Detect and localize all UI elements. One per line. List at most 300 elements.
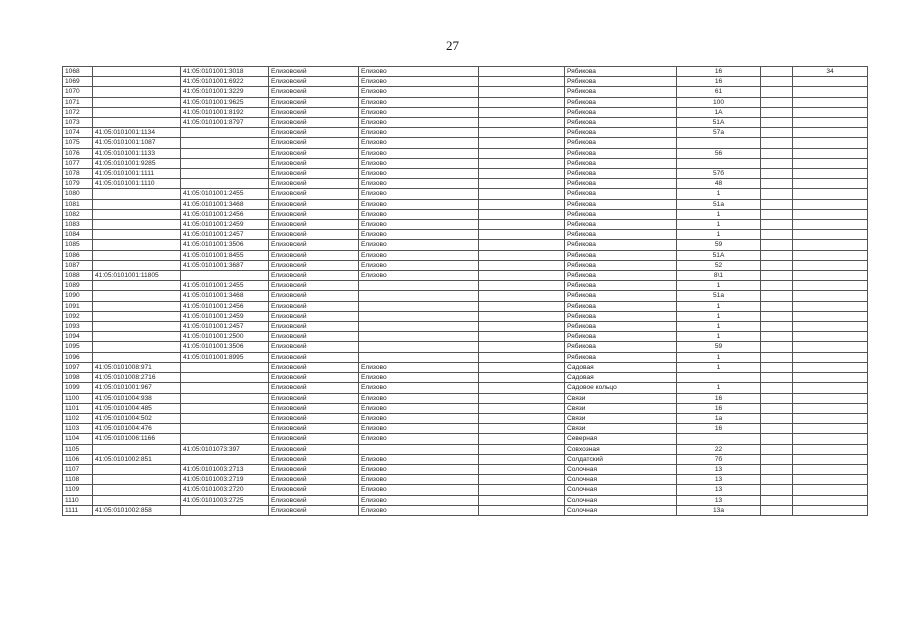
table-row	[63, 434, 868, 444]
cadastral-number-2	[181, 148, 269, 158]
table-row	[63, 322, 868, 332]
empty-cell	[761, 342, 793, 352]
district-cell: Елизовский	[269, 118, 359, 128]
empty-cell	[761, 413, 793, 423]
cadastral-number-2: 41:05:0101001:9625	[181, 97, 269, 107]
extra-value-cell	[793, 424, 868, 434]
empty-cell	[761, 393, 793, 403]
table-row	[63, 281, 868, 291]
cadastral-number-2: 41:05:0101001:2457	[181, 322, 269, 332]
district-cell: Елизовский	[269, 352, 359, 362]
house-number-cell: 13а	[677, 505, 761, 515]
extra-value-cell: 34	[793, 67, 868, 77]
empty-cell	[479, 505, 565, 515]
extra-value-cell	[793, 464, 868, 474]
empty-cell	[479, 271, 565, 281]
empty-cell	[761, 128, 793, 138]
city-cell	[359, 352, 479, 362]
district-cell: Елизовский	[269, 220, 359, 230]
empty-cell	[761, 230, 793, 240]
district-cell: Елизовский	[269, 332, 359, 342]
cadastral-number-1	[93, 220, 181, 230]
district-cell: Елизовский	[269, 413, 359, 423]
street-cell: Рябикова	[565, 230, 677, 240]
district-cell: Елизовский	[269, 403, 359, 413]
extra-value-cell	[793, 158, 868, 168]
city-cell: Елизово	[359, 454, 479, 464]
empty-cell	[761, 332, 793, 342]
city-cell: Елизово	[359, 271, 479, 281]
empty-cell	[479, 322, 565, 332]
row-number: 1085	[63, 240, 93, 250]
city-cell: Елизово	[359, 424, 479, 434]
cadastral-number-2	[181, 169, 269, 179]
district-cell: Елизовский	[269, 107, 359, 117]
house-number-cell: 1	[677, 383, 761, 393]
empty-cell	[479, 67, 565, 77]
house-number-cell: 16	[677, 403, 761, 413]
cadastral-number-2: 41:05:0101003:2720	[181, 485, 269, 495]
table-row	[63, 97, 868, 107]
table-row	[63, 260, 868, 270]
empty-cell	[761, 271, 793, 281]
district-cell: Елизовский	[269, 383, 359, 393]
row-number: 1097	[63, 362, 93, 372]
empty-cell	[761, 118, 793, 128]
city-cell: Елизово	[359, 464, 479, 474]
city-cell: Елизово	[359, 169, 479, 179]
district-cell: Елизовский	[269, 199, 359, 209]
row-number: 1091	[63, 301, 93, 311]
street-cell: Рябикова	[565, 322, 677, 332]
empty-cell	[479, 444, 565, 454]
empty-cell	[479, 169, 565, 179]
row-number: 1076	[63, 148, 93, 158]
extra-value-cell	[793, 495, 868, 505]
house-number-cell: 1а	[677, 413, 761, 423]
extra-value-cell	[793, 485, 868, 495]
row-number: 1074	[63, 128, 93, 138]
row-number: 1099	[63, 383, 93, 393]
extra-value-cell	[793, 311, 868, 321]
row-number: 1111	[63, 505, 93, 515]
street-cell: Садовое кольцо	[565, 383, 677, 393]
table-row	[63, 424, 868, 434]
street-cell: Солочная	[565, 505, 677, 515]
street-cell: Рябикова	[565, 138, 677, 148]
table-row	[63, 444, 868, 454]
empty-cell	[761, 189, 793, 199]
house-number-cell: 1	[677, 332, 761, 342]
cadastral-number-1	[93, 97, 181, 107]
cadastral-number-2	[181, 403, 269, 413]
cadastral-number-1	[93, 332, 181, 342]
street-cell: Рябикова	[565, 220, 677, 230]
extra-value-cell	[793, 454, 868, 464]
table-row	[63, 230, 868, 240]
empty-cell	[761, 475, 793, 485]
house-number-cell: 1	[677, 230, 761, 240]
street-cell: Связи	[565, 424, 677, 434]
house-number-cell: 57б	[677, 169, 761, 179]
house-number-cell: 59	[677, 240, 761, 250]
cadastral-number-1	[93, 189, 181, 199]
extra-value-cell	[793, 403, 868, 413]
district-cell: Елизовский	[269, 87, 359, 97]
empty-cell	[479, 485, 565, 495]
empty-cell	[479, 475, 565, 485]
city-cell: Елизово	[359, 128, 479, 138]
street-cell: Рябикова	[565, 281, 677, 291]
district-cell: Елизовский	[269, 67, 359, 77]
extra-value-cell	[793, 434, 868, 444]
empty-cell	[761, 179, 793, 189]
row-number: 1108	[63, 475, 93, 485]
district-cell: Елизовский	[269, 424, 359, 434]
street-cell: Рябикова	[565, 67, 677, 77]
empty-cell	[761, 373, 793, 383]
empty-cell	[761, 281, 793, 291]
house-number-cell: 13	[677, 475, 761, 485]
extra-value-cell	[793, 291, 868, 301]
cadastral-number-1	[93, 67, 181, 77]
empty-cell	[479, 77, 565, 87]
cadastral-number-2: 41:05:0101001:3468	[181, 291, 269, 301]
cadastral-number-2: 41:05:0101001:6922	[181, 77, 269, 87]
table-row	[63, 362, 868, 372]
cadastral-number-1	[93, 444, 181, 454]
row-number: 1092	[63, 311, 93, 321]
table-row	[63, 373, 868, 383]
house-number-cell: 1	[677, 352, 761, 362]
empty-cell	[479, 342, 565, 352]
empty-cell	[479, 434, 565, 444]
district-cell: Елизовский	[269, 505, 359, 515]
street-cell: Связи	[565, 403, 677, 413]
house-number-cell: 48	[677, 179, 761, 189]
street-cell: Рябикова	[565, 107, 677, 117]
house-number-cell: 8\1	[677, 271, 761, 281]
cadastral-number-2: 41:05:0101001:8455	[181, 250, 269, 260]
house-number-cell: 51А	[677, 118, 761, 128]
cadastral-number-1	[93, 107, 181, 117]
cadastral-number-1	[93, 77, 181, 87]
cadastral-number-2: 41:05:0101001:8995	[181, 352, 269, 362]
empty-cell	[479, 209, 565, 219]
extra-value-cell	[793, 199, 868, 209]
district-cell: Елизовский	[269, 97, 359, 107]
table-row	[63, 485, 868, 495]
table-row	[63, 128, 868, 138]
city-cell: Елизово	[359, 373, 479, 383]
street-cell: Солочная	[565, 485, 677, 495]
cadastral-number-2	[181, 413, 269, 423]
table-row	[63, 403, 868, 413]
extra-value-cell	[793, 444, 868, 454]
district-cell: Елизовский	[269, 189, 359, 199]
extra-value-cell	[793, 301, 868, 311]
cadastral-number-1: 41:05:0101001:9285	[93, 158, 181, 168]
city-cell: Елизово	[359, 220, 479, 230]
cadastral-number-1	[93, 311, 181, 321]
cadastral-number-1: 41:05:0101001:1133	[93, 148, 181, 158]
cadastral-number-1: 41:05:0101001:1087	[93, 138, 181, 148]
table-row	[63, 342, 868, 352]
house-number-cell: 1	[677, 311, 761, 321]
extra-value-cell	[793, 250, 868, 260]
district-cell: Елизовский	[269, 169, 359, 179]
house-number-cell: 100	[677, 97, 761, 107]
city-cell: Елизово	[359, 434, 479, 444]
district-cell: Елизовский	[269, 322, 359, 332]
extra-value-cell	[793, 87, 868, 97]
cadastral-number-1: 41:05:0101004:938	[93, 393, 181, 403]
row-number: 1068	[63, 67, 93, 77]
empty-cell	[761, 352, 793, 362]
city-cell	[359, 301, 479, 311]
empty-cell	[479, 97, 565, 107]
street-cell: Рябикова	[565, 301, 677, 311]
cadastral-number-1	[93, 322, 181, 332]
cadastral-number-1	[93, 209, 181, 219]
row-number: 1083	[63, 220, 93, 230]
city-cell: Елизово	[359, 209, 479, 219]
city-cell	[359, 311, 479, 321]
table-row	[63, 495, 868, 505]
table-row	[63, 209, 868, 219]
city-cell	[359, 322, 479, 332]
table-row	[63, 352, 868, 362]
city-cell: Елизово	[359, 67, 479, 77]
cadastral-number-2: 41:05:0101001:8797	[181, 118, 269, 128]
cadastral-number-1: 41:05:0101001:1110	[93, 179, 181, 189]
extra-value-cell	[793, 373, 868, 383]
cadastral-number-2	[181, 179, 269, 189]
city-cell: Елизово	[359, 505, 479, 515]
empty-cell	[479, 383, 565, 393]
house-number-cell: 13	[677, 485, 761, 495]
empty-cell	[479, 107, 565, 117]
table-row	[63, 332, 868, 342]
row-number: 1094	[63, 332, 93, 342]
street-cell: Рябикова	[565, 199, 677, 209]
cadastral-number-2: 41:05:0101001:2500	[181, 332, 269, 342]
city-cell: Елизово	[359, 189, 479, 199]
extra-value-cell	[793, 342, 868, 352]
row-number: 1078	[63, 169, 93, 179]
district-cell: Елизовский	[269, 291, 359, 301]
extra-value-cell	[793, 271, 868, 281]
extra-value-cell	[793, 97, 868, 107]
street-cell: Рябикова	[565, 179, 677, 189]
cadastral-number-2	[181, 454, 269, 464]
district-cell: Елизовский	[269, 454, 359, 464]
table-row	[63, 67, 868, 77]
empty-cell	[761, 107, 793, 117]
row-number: 1082	[63, 209, 93, 219]
street-cell: Северная	[565, 434, 677, 444]
row-number: 1098	[63, 373, 93, 383]
district-cell: Елизовский	[269, 138, 359, 148]
empty-cell	[479, 179, 565, 189]
street-cell: Солдатский	[565, 454, 677, 464]
table-row	[63, 301, 868, 311]
cadastral-number-1	[93, 475, 181, 485]
district-cell: Елизовский	[269, 271, 359, 281]
empty-cell	[761, 250, 793, 260]
cadastral-number-2: 41:05:0101001:3018	[181, 67, 269, 77]
district-cell: Елизовский	[269, 240, 359, 250]
empty-cell	[479, 291, 565, 301]
cadastral-number-2: 41:05:0101001:2459	[181, 220, 269, 230]
city-cell: Елизово	[359, 158, 479, 168]
house-number-cell: 1	[677, 301, 761, 311]
district-cell: Елизовский	[269, 362, 359, 372]
empty-cell	[761, 464, 793, 474]
table-row	[63, 189, 868, 199]
district-cell: Елизовский	[269, 128, 359, 138]
cadastral-number-2: 41:05:0101001:2459	[181, 311, 269, 321]
empty-cell	[761, 291, 793, 301]
house-number-cell: 16	[677, 424, 761, 434]
row-number: 1104	[63, 434, 93, 444]
empty-cell	[761, 495, 793, 505]
district-cell: Елизовский	[269, 373, 359, 383]
cadastral-number-2	[181, 373, 269, 383]
row-number: 1088	[63, 271, 93, 281]
district-cell: Елизовский	[269, 393, 359, 403]
city-cell: Елизово	[359, 485, 479, 495]
city-cell	[359, 281, 479, 291]
cadastral-number-1	[93, 281, 181, 291]
extra-value-cell	[793, 128, 868, 138]
cadastral-number-1: 41:05:0101002:858	[93, 505, 181, 515]
street-cell: Солочная	[565, 475, 677, 485]
city-cell: Елизово	[359, 495, 479, 505]
cadastral-number-1: 41:05:0101004:502	[93, 413, 181, 423]
table-row	[63, 311, 868, 321]
city-cell: Елизово	[359, 230, 479, 240]
city-cell	[359, 291, 479, 301]
table-row	[63, 505, 868, 515]
district-cell: Елизовский	[269, 230, 359, 240]
extra-value-cell	[793, 281, 868, 291]
empty-cell	[479, 332, 565, 342]
cadastral-number-2: 41:05:0101001:2455	[181, 281, 269, 291]
extra-value-cell	[793, 322, 868, 332]
house-number-cell: 51а	[677, 291, 761, 301]
cadastral-number-2	[181, 362, 269, 372]
cadastral-number-1	[93, 464, 181, 474]
street-cell: Рябикова	[565, 158, 677, 168]
city-cell: Елизово	[359, 77, 479, 87]
street-cell: Рябикова	[565, 291, 677, 301]
empty-cell	[761, 403, 793, 413]
empty-cell	[479, 230, 565, 240]
street-cell: Рябикова	[565, 352, 677, 362]
empty-cell	[761, 209, 793, 219]
row-number: 1105	[63, 444, 93, 454]
row-number: 1110	[63, 495, 93, 505]
street-cell: Рябикова	[565, 148, 677, 158]
empty-cell	[479, 464, 565, 474]
street-cell: Солочная	[565, 464, 677, 474]
empty-cell	[479, 352, 565, 362]
district-cell: Елизовский	[269, 434, 359, 444]
cadastral-number-2	[181, 393, 269, 403]
row-number: 1089	[63, 281, 93, 291]
house-number-cell: 59	[677, 342, 761, 352]
street-cell: Солочная	[565, 495, 677, 505]
empty-cell	[761, 424, 793, 434]
row-number: 1095	[63, 342, 93, 352]
cadastral-number-1	[93, 118, 181, 128]
house-number-cell: 13	[677, 464, 761, 474]
row-number: 1101	[63, 403, 93, 413]
city-cell: Елизово	[359, 403, 479, 413]
cadastral-number-2: 41:05:0101003:2725	[181, 495, 269, 505]
empty-cell	[479, 424, 565, 434]
empty-cell	[479, 393, 565, 403]
cadastral-number-1: 41:05:0101001:1111	[93, 169, 181, 179]
city-cell: Елизово	[359, 250, 479, 260]
district-cell: Елизовский	[269, 209, 359, 219]
extra-value-cell	[793, 220, 868, 230]
empty-cell	[479, 373, 565, 383]
row-number: 1073	[63, 118, 93, 128]
table-row	[63, 454, 868, 464]
city-cell: Елизово	[359, 383, 479, 393]
house-number-cell	[677, 158, 761, 168]
cadastral-number-1: 41:05:0101004:476	[93, 424, 181, 434]
cadastral-number-2: 41:05:0101001:2457	[181, 230, 269, 240]
house-number-cell: 1	[677, 220, 761, 230]
city-cell	[359, 444, 479, 454]
row-number: 1069	[63, 77, 93, 87]
house-number-cell: 57а	[677, 128, 761, 138]
cadastral-number-2	[181, 383, 269, 393]
extra-value-cell	[793, 107, 868, 117]
empty-cell	[761, 97, 793, 107]
cadastral-number-2: 41:05:0101001:3687	[181, 260, 269, 270]
street-cell: Рябикова	[565, 332, 677, 342]
cadastral-number-2	[181, 271, 269, 281]
street-cell: Связи	[565, 413, 677, 423]
row-number: 1093	[63, 322, 93, 332]
city-cell: Елизово	[359, 138, 479, 148]
city-cell: Елизово	[359, 107, 479, 117]
empty-cell	[479, 158, 565, 168]
empty-cell	[761, 220, 793, 230]
house-number-cell: 1	[677, 362, 761, 372]
extra-value-cell	[793, 332, 868, 342]
empty-cell	[761, 199, 793, 209]
cadastral-number-1	[93, 352, 181, 362]
extra-value-cell	[793, 393, 868, 403]
empty-cell	[761, 434, 793, 444]
empty-cell	[761, 454, 793, 464]
house-number-cell: 1	[677, 322, 761, 332]
empty-cell	[479, 250, 565, 260]
empty-cell	[761, 383, 793, 393]
district-cell: Елизовский	[269, 301, 359, 311]
street-cell: Садовая	[565, 362, 677, 372]
house-number-cell: 16	[677, 67, 761, 77]
street-cell: Рябикова	[565, 250, 677, 260]
extra-value-cell	[793, 138, 868, 148]
empty-cell	[479, 220, 565, 230]
house-number-cell: 16	[677, 77, 761, 87]
